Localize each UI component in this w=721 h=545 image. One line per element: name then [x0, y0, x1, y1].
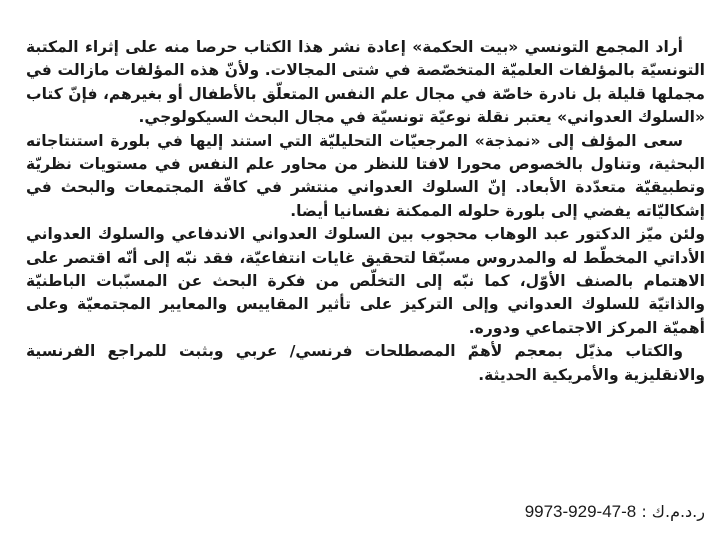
paragraph-modeling: سعى المؤلف إلى «نمذجة» المرجعيّات التحليليّة التي استند إليها في بلورة استنتاجاته البحثية، وتناول بالخصوص محورا لافتا للنظر من محاور علم النفس في مستويات نظريّة وتطبيقيّة متعدّدة الأبعاد. إنّ السلوك العدواني منتشر في كافّة المجتمعات والبحث في إشكاليّاته يفضي إلى بلورة حلوله الممكنة نفسانيا أيضا.	[26, 131, 705, 220]
isbn-label: ر.د.م.ك :	[641, 502, 705, 521]
isbn-number: 9973-929-47-8	[524, 502, 637, 521]
paragraph-glossary: والكتاب مذيّل بمعجم لأهمّ المصطلحات فرنسي/ عربي وبثبت للمراجع الفرنسية والانقليزية والأمريكية الحديثة.	[26, 342, 705, 384]
isbn-line	[525, 502, 705, 522]
paragraph-intro: أراد المجمع التونسي «بيت الحكمة» إعادة نشر هذا الكتاب حرصا منه على إثراء المكتبة التونسيّة بالمؤلفات العلميّة المتخصّصة في شتى المجالات. ولأنّ هذه المؤلفات مازالت في مجملها قليلة بل نادرة خاصّة في مجال علم النفس المتعلّق بالأطفال أو بغيرهم، فإنّ كتاب «السلوك العدواني» يعتبر نقلة نوعيّة تونسيّة في مجال البحث السيكولوجي.	[26, 38, 705, 127]
paragraph-author-distinction: ولئن ميّز الدكتور عبد الوهاب محجوب بين السلوك العدواني الاندفاعي والسلوك العدواني الأداتي المخطّط له والمدروس مسبّقا لتحقيق غايات انتفاعيّة، فقد نبّه إلى أنّه اقتصر على الاهتمام بالصنف الأوّل، كما نبّه إلى التخلّص من فكرة البحث عن المسبّبات الباطنيّة والذاتيّة للسلوك العدواني وإلى التركيز على تأثير المقاييس والمعايير المجتمعيّة وعلى أهميّة المركز الاجتماعي ودوره.	[26, 225, 705, 337]
